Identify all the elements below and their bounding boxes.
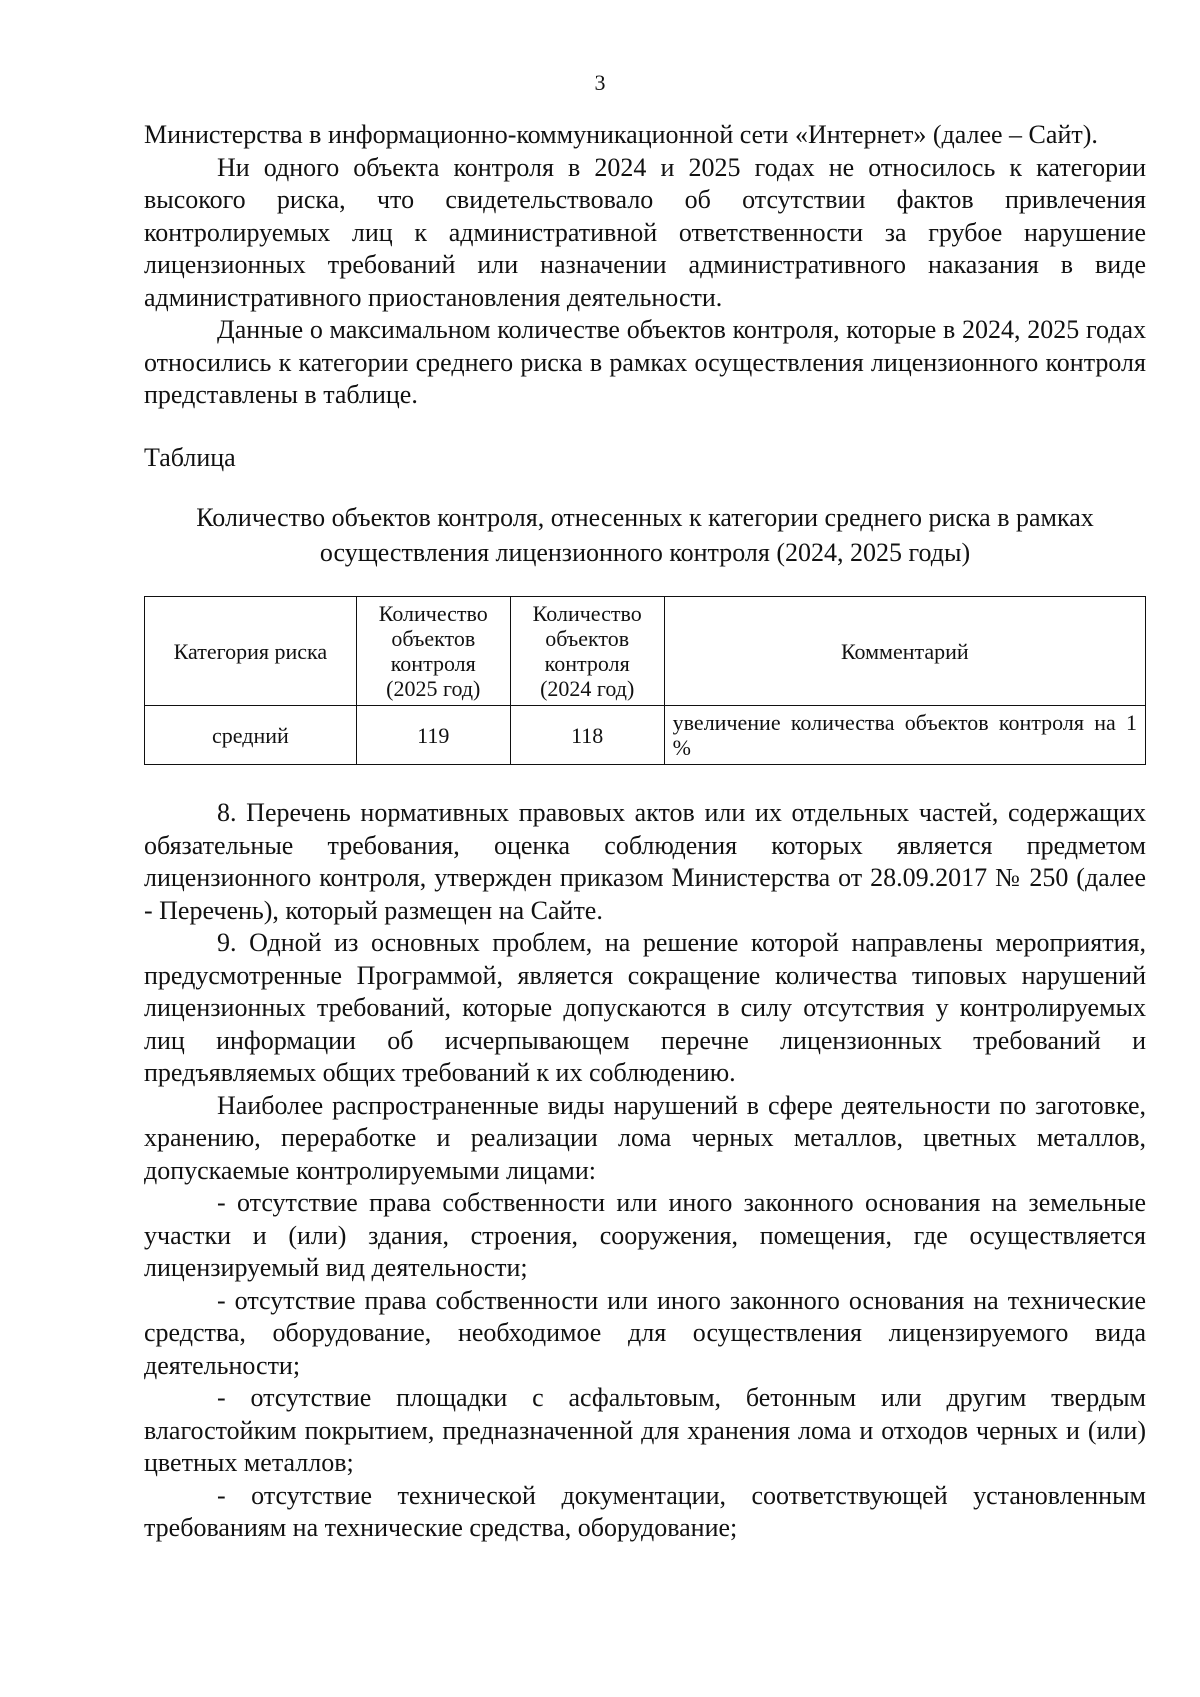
cell-count-2024: 118 (510, 706, 664, 765)
paragraph-9: 9. Одной из основных проблем, на решение которой направлены мероприятия, предусмотренные Программой, является сокращение количества типовых нарушений лицензионных требований, которые допускаются в силу отсутствия у контролируемых лиц информации об исчерпывающем перечне лицензионных требований и предъявляемых общих требований к их соблюдению. (144, 928, 1146, 1087)
document-body (144, 119, 1146, 1545)
table-row (145, 706, 1146, 765)
paragraph-continuation: Министерства в информационно-коммуникационной сети «Интернет» (далее – Сайт). (144, 120, 1098, 149)
list-item: - отсутствие площадки с асфальтовым, бетонным или другим твердым влагостойким покрытием, предназначенной для хранения лома и отходов черных и (или) цветных металлов; (144, 1383, 1146, 1477)
paragraph-high-risk: Ни одного объекта контроля в 2024 и 2025 годах не относилось к категории высокого риска, что свидетельствовало об отсутствии фактов привлечения контролируемых лиц к административной ответственности за грубое нарушение лицензионных требований или назначении административного наказания в виде административного приостановления деятельности. (144, 152, 1146, 312)
cell-risk-category: средний (145, 706, 357, 765)
list-item: - отсутствие технической документации, соответствующей установленным требованиям на технические средства, оборудование; (144, 1480, 1146, 1542)
header-count-2024: Количество объектов контроля (2024 год) (510, 597, 664, 706)
table-header-row (145, 597, 1146, 706)
paragraph-medium-risk-intro: Данные о максимальном количестве объектов контроля, которые в 2024, 2025 годах относились к категории среднего риска в рамках осуществления лицензионного контроля представлены в таблице. (144, 315, 1146, 409)
cell-count-2025: 119 (356, 706, 510, 765)
header-risk-category: Категория риска (145, 597, 357, 706)
table-title: Количество объектов контроля, отнесенных к категории среднего риска в рамках осуществления лицензионного контроля (2024, 2025 годы) (196, 503, 1094, 567)
table-label: Таблица (144, 442, 236, 472)
page-number: 3 (594, 70, 606, 95)
list-item: - отсутствие права собственности или иного законного основания на земельные участки и (или) здания, строения, сооружения, помещения, где осуществляется лицензируемый вид деятельности; (144, 1188, 1146, 1282)
paragraph-8: 8. Перечень нормативных правовых актов или их отдельных частей, содержащих обязательные требования, оценка соблюдения которых является предметом лицензионного контроля, утвержден приказом Министерства от 28.09.2017 № 250 (далее - Перечень), который размещен на Сайте. (144, 798, 1146, 925)
cell-comment: увеличение количества объектов контроля на 1 % (664, 706, 1145, 765)
header-comment: Комментарий (664, 597, 1145, 706)
list-item: - отсутствие права собственности или иного законного основания на технические средства, оборудование, необходимое для осуществления лицензируемого вида деятельности; (144, 1285, 1146, 1380)
header-count-2025: Количество объектов контроля (2025 год) (356, 597, 510, 706)
paragraph-violations-intro: Наиболее распространенные виды нарушений в сфере деятельности по заготовке, хранению, переработке и реализации лома черных металлов, цветных металлов, допускаемые контролируемыми лицами: (144, 1090, 1146, 1185)
risk-table (144, 596, 1146, 765)
